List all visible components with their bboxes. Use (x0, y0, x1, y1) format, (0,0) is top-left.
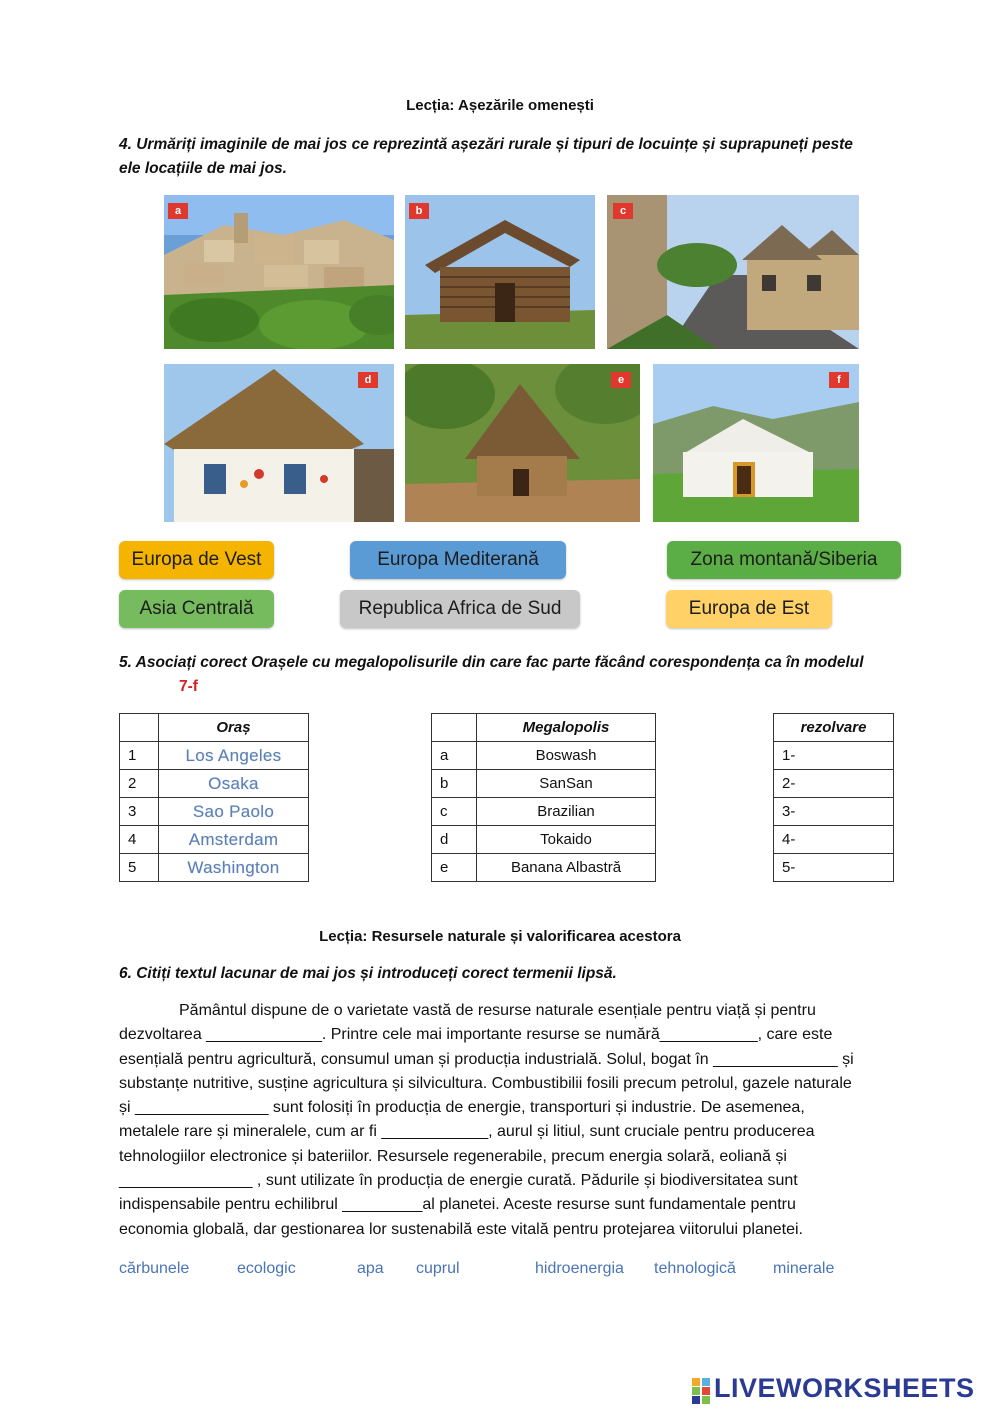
megalopolis-header: Megalopolis (477, 714, 656, 742)
table-header-row (120, 714, 309, 742)
cities-table (119, 713, 309, 882)
question-5-text: 5. Asociați corect Orașele cu megalopolisurile din care fac parte făcând corespondența ca în modelul (119, 654, 864, 671)
city-draggable[interactable]: Osaka (159, 770, 309, 798)
paragraph-line: metalele rare și mineralele, cum ar fi ____________, aurul și litiul, sunt cruciale pentru producerea (119, 1123, 815, 1141)
lesson-1-title: Lecția: Așezările omenești (406, 97, 594, 114)
word-hidroenergia[interactable]: hidroenergia (535, 1260, 624, 1277)
table-row: 1 Los Angeles (120, 742, 309, 770)
megalopolis-table (431, 713, 656, 882)
paragraph-line: substanțe nutritive, susține agricultura și silvicultura. Combustibilii fosili precum petrolul, gazele naturale (119, 1074, 852, 1092)
table-row (774, 826, 894, 854)
paragraph-line: tehnologiilor electronice și bateriilor. Resursele regenerabile, precum energia solară, eoliană și (119, 1147, 787, 1165)
word-cuprul[interactable]: cuprul (416, 1260, 460, 1277)
table-header-row (774, 714, 894, 742)
photo-a-hilltop-village (164, 195, 394, 349)
option-europa-mediterana[interactable]: Europa Mediterană (350, 541, 566, 579)
city-draggable[interactable]: Amsterdam (159, 826, 309, 854)
photo-tag-a: a (168, 203, 188, 219)
question-5-example: 7-f (179, 678, 198, 695)
table-row (774, 798, 894, 826)
word-tehnologica[interactable]: tehnologică (654, 1260, 736, 1277)
paragraph-line: esențială pentru agricultură, consumul uman și producția industrială. Solul, bogat în ______________ și (119, 1050, 854, 1068)
table-row: a Boswash (432, 742, 656, 770)
word-apa[interactable]: apa (357, 1260, 384, 1277)
paragraph-line: indispensabile pentru echilibrul _________al planetei. Aceste resurse sunt fundamentale pentru (119, 1196, 796, 1214)
question-4-line-1: 4. Urmăriți imaginile de mai jos ce reprezintă așezări rurale și tipuri de locuințe și suprapuneți peste (119, 136, 853, 153)
table-row (774, 742, 894, 770)
answer-field[interactable]: 3- (774, 798, 894, 826)
lesson-2-title: Lecția: Resursele naturale și valorificarea acestora (319, 928, 681, 945)
paragraph-line: și _______________ sunt folosiți în producția de energie, transporturi și industrie. De asemenea, (119, 1099, 805, 1117)
option-europa-de-est[interactable]: Europa de Est (666, 590, 832, 628)
option-europa-de-vest[interactable]: Europa de Vest (119, 541, 274, 579)
cities-header: Oraș (159, 714, 309, 742)
table-row (774, 770, 894, 798)
word-ecologic[interactable]: ecologic (237, 1260, 296, 1277)
option-zona-montana-siberia[interactable]: Zona montană/Siberia (667, 541, 901, 579)
liveworksheets-brand: LIVEWORKSHEETS (714, 1373, 975, 1403)
answers-table (773, 713, 894, 882)
table-row (774, 854, 894, 882)
photo-c-stone-cottages (607, 195, 859, 349)
table-row: 2 Osaka (120, 770, 309, 798)
option-asia-centrala[interactable]: Asia Centrală (119, 590, 274, 628)
answer-field[interactable]: 4- (774, 826, 894, 854)
city-draggable[interactable]: Sao Paolo (159, 798, 309, 826)
photo-e-round-hut (405, 364, 640, 522)
photo-tag-e: e (611, 372, 631, 388)
liveworksheets-logo-icon (692, 1378, 710, 1404)
table-row: 5 Washington (120, 854, 309, 882)
table-row: e Banana Albastră (432, 854, 656, 882)
answer-field[interactable]: 1- (774, 742, 894, 770)
table-row: b SanSan (432, 770, 656, 798)
photo-tag-b: b (409, 203, 429, 219)
paragraph-line: economia globală, dar gestionarea lor sustenabilă este vitală pentru protejarea viitorului planetei. (119, 1220, 803, 1238)
answers-header: rezolvare (774, 714, 894, 742)
table-header-row (432, 714, 656, 742)
photo-b-log-cabin (405, 195, 595, 349)
word-carbunele[interactable]: cărbunele (119, 1260, 190, 1277)
word-minerale[interactable]: minerale (773, 1260, 835, 1277)
photo-tag-c: c (613, 203, 633, 219)
photo-tag-f: f (829, 372, 849, 388)
table-row: d Tokaido (432, 826, 656, 854)
photo-tag-d: d (358, 372, 378, 388)
table-row: 3 Sao Paolo (120, 798, 309, 826)
question-4-line-2: ele locațiile de mai jos. (119, 160, 287, 177)
question-4-text (119, 133, 919, 181)
city-draggable[interactable]: Los Angeles (159, 742, 309, 770)
city-draggable[interactable]: Washington (159, 854, 309, 882)
paragraph-line: dezvoltarea _____________. Printre cele mai importante resurse se numără___________, care este (119, 1026, 833, 1044)
answer-field[interactable]: 2- (774, 770, 894, 798)
answer-field[interactable]: 5- (774, 854, 894, 882)
paragraph-line: Pământul dispune de o varietate vastă de resurse naturale esențiale pentru viață și pentru (179, 1002, 816, 1019)
fill-in-paragraph (119, 999, 919, 1242)
option-republica-africa-de-sud[interactable]: Republica Africa de Sud (340, 590, 580, 628)
table-row: c Brazilian (432, 798, 656, 826)
paragraph-line: _______________ , sunt utilizate în producția de energie curată. Pădurile și biodiversitatea sunt (119, 1172, 798, 1190)
question-6-text: 6. Citiți textul lacunar de mai jos și introduceți corect termenii lipsă. (119, 965, 617, 982)
table-row: 4 Amsterdam (120, 826, 309, 854)
